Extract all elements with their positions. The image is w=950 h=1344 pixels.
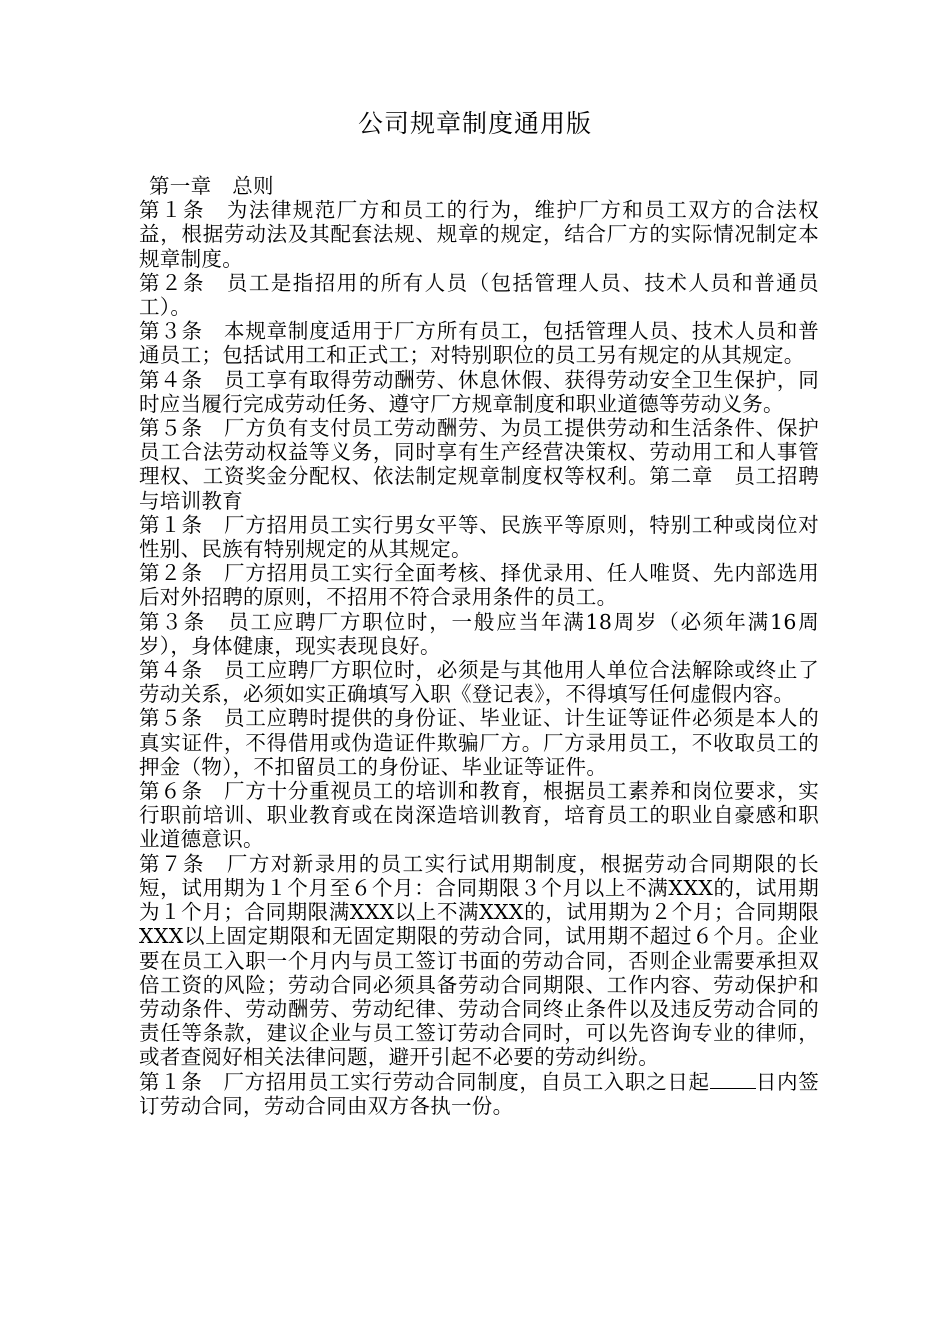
article-paragraph: 第３条 本规章制度适用于厂方所有员工，包括管理人员、技术人员和普通员工；包括试用工和正式工；对特别职位的员工另有规定的从其规定。 <box>139 319 819 368</box>
article-paragraph: 第１条 厂方招用员工实行男女平等、民族平等原则，特别工种或岗位对性别、民族有特别规定的从其规定。 <box>139 512 819 562</box>
article-paragraph: 第４条 员工享有取得劳动酬劳、休息休假、获得劳动安全卫生保护，同时应当履行完成劳动任务、遵守厂方规章制度和职业道德等劳动义务。 <box>139 367 819 416</box>
article-paragraph: 第２条 员工是指招用的所有人员（包括管理人员、技术人员和普通员工）。 <box>139 270 819 320</box>
article-paragraph: 第４条 员工应聘厂方职位时，必须是与其他用人单位合法解除或终止了劳动关系，必须如实正确填写入职《登记表》，不得填写任何虚假内容。 <box>139 658 819 707</box>
article-paragraph: 第５条 员工应聘时提供的身份证、毕业证、计生证等证件必须是本人的真实证件，不得借用或伪造证件欺骗厂方。厂方录用员工，不收取员工的押金（物），不扣留员工的身份证、毕业证等证件。 <box>139 706 819 779</box>
article-paragraph: 第２条 厂方招用员工实行全面考核、择优录用、任人唯贤、先内部选用后对外招聘的原则，不招用不符合录用条件的员工。 <box>139 561 819 610</box>
article-paragraph: 第５条 厂方负有支付员工劳动酬劳、为员工提供劳动和生活条件、保护员工合法劳动权益等义务，同时享有生产经营决策权、劳动用工和人事管理权、工资奖金分配权、依法制定规章制度权等权利。第二章 员工招聘与培训教育 <box>139 416 819 513</box>
article-paragraph-final <box>139 1070 819 1118</box>
document-body <box>139 174 819 1118</box>
final-para-start: 第１条 厂方招用员工实行劳动合同制度，自员工入职之日起 <box>139 1069 710 1094</box>
article-paragraph: 第６条 厂方十分重视员工的培训和教育，根据员工素养和岗位要求，实行职前培训、职业教育或在岗深造培训教育，培育员工的职业自豪感和职业道德意识。 <box>139 779 819 852</box>
document-title: 公司规章制度通用版 <box>357 109 592 138</box>
final-para-end: 日内签订劳动合同，劳动合同由双方各执一份。 <box>139 1069 819 1118</box>
chapter-heading: 第一章 总则 <box>149 174 274 198</box>
fill-in-blank <box>710 1072 756 1089</box>
article-paragraph: 第７条 厂方对新录用的员工实行试用期制度，根据劳动合同期限的长短，试用期为１个月至６个月：合同期限３个月以上不满XXX的，试用期为１个月；合同期限满XXX以上不满XXX的，试用期为２个月；合同期限XXX以上固定期限和无固定期限的劳动合同，试用期不超过６个月。企业要在员工入职一个月内与员工签订书面的劳动合同，否则企业需要承担双倍工资的风险；劳动合同必须具备劳动合同期限、工作内容、劳动保护和劳动条件、劳动酬劳、劳动纪律、劳动合同终止条件以及违反劳动合同的责任等条款，建议企业与员工签订劳动合同时，可以先咨询专业的律师，或者查阅好相关法律问题，避开引起不必要的劳动纠纷。 <box>139 851 819 1070</box>
article-paragraph: 第３条 员工应聘厂方职位时，一般应当年满18周岁（必须年满16周岁），身体健康，现实表现良好。 <box>139 609 819 658</box>
article-paragraph: 第１条 为法律规范厂方和员工的行为，维护厂方和员工双方的合法权益，根据劳动法及其配套法规、规章的规定，结合厂方的实际情况制定本规章制度。 <box>139 198 819 271</box>
